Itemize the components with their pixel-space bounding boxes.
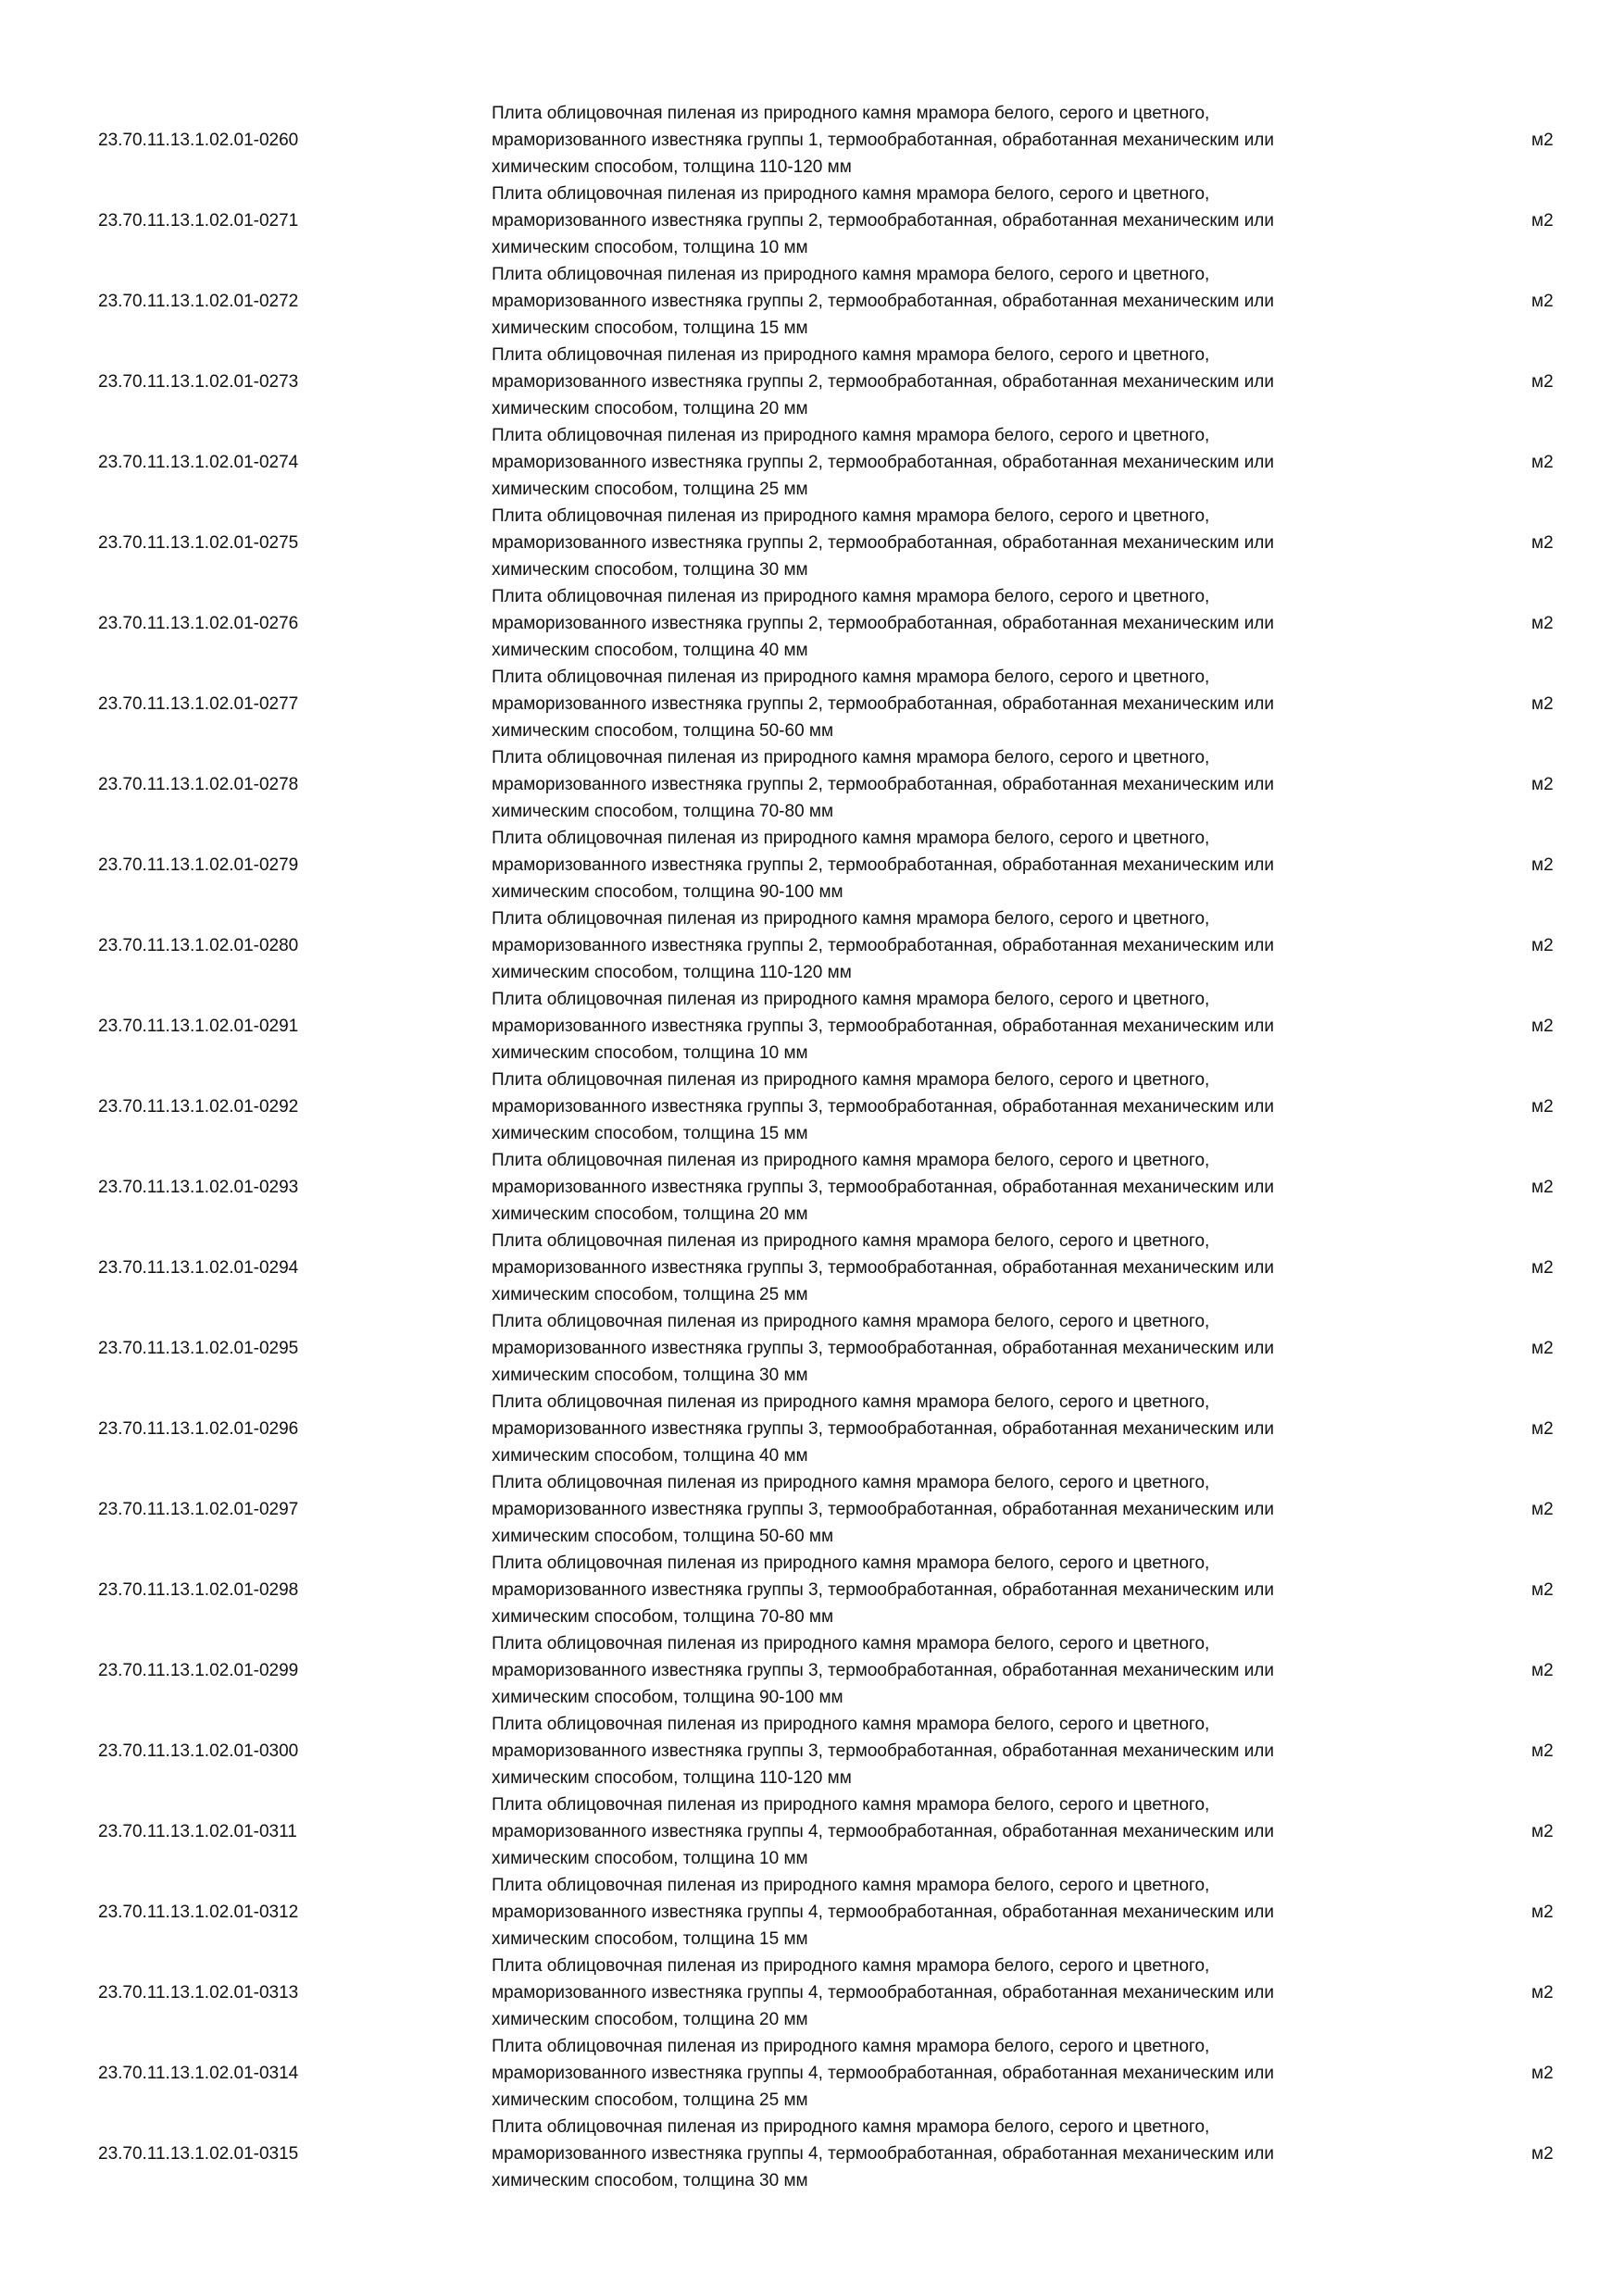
- description-line: химическим способом, толщина 25 мм: [492, 2090, 808, 2110]
- description-line: мраморизованного известняка группы 3, термообработанная, обработанная механическим или: [492, 1097, 1275, 1117]
- resource-description: [492, 100, 1418, 181]
- description-line: химическим способом, толщина 110-120 мм: [492, 963, 852, 982]
- description-line: Плита облицовочная пиленая из природного камня мрамора белого, серого и цветного,: [492, 1392, 1210, 1412]
- description-line: Плита облицовочная пиленая из природного камня мрамора белого, серого и цветного,: [492, 587, 1210, 606]
- table-row: [0, 744, 1624, 825]
- description-line: Плита облицовочная пиленая из природного камня мрамора белого, серого и цветного,: [492, 1876, 1210, 1895]
- table-row: [0, 1953, 1624, 2033]
- description-line: мраморизованного известняка группы 4, термообработанная, обработанная механическим или: [492, 1822, 1275, 1841]
- table-row: [0, 2033, 1624, 2114]
- resource-description: [492, 1791, 1418, 1872]
- resource-description: [492, 2033, 1418, 2114]
- description-line: химическим способом, толщина 30 мм: [492, 2171, 808, 2190]
- description-line: мраморизованного известняка группы 3, термообработанная, обработанная механическим или: [492, 1419, 1275, 1439]
- description-line: мраморизованного известняка группы 3, термообработанная, обработанная механическим или: [492, 1017, 1275, 1036]
- unit-of-measure: м2: [1531, 453, 1554, 472]
- description-line: мраморизованного известняка группы 2, термообработанная, обработанная механическим или: [492, 614, 1275, 633]
- table-row: [0, 1711, 1624, 1791]
- description-line: химическим способом, толщина 50-60 мм: [492, 721, 834, 741]
- table-row: [0, 986, 1624, 1067]
- resource-code: 23.70.11.13.1.02.01-0272: [98, 292, 299, 311]
- resource-code: 23.70.11.13.1.02.01-0293: [98, 1178, 299, 1197]
- resource-description: [492, 1953, 1418, 2033]
- description-line: химическим способом, толщина 70-80 мм: [492, 1607, 834, 1627]
- resource-code: 23.70.11.13.1.02.01-0298: [98, 1580, 299, 1600]
- description-line: химическим способом, толщина 50-60 мм: [492, 1527, 834, 1546]
- description-line: химическим способом, толщина 10 мм: [492, 238, 808, 257]
- unit-of-measure: м2: [1531, 131, 1554, 150]
- description-line: Плита облицовочная пиленая из природного камня мрамора белого, серого и цветного,: [492, 2037, 1210, 2056]
- description-line: Плита облицовочная пиленая из природного камня мрамора белого, серого и цветного,: [492, 104, 1210, 123]
- resource-description: [492, 2114, 1418, 2194]
- table-row: [0, 1389, 1624, 1469]
- unit-of-measure: м2: [1531, 614, 1554, 633]
- description-line: мраморизованного известняка группы 2, термообработанная, обработанная механическим или: [492, 775, 1275, 794]
- table-row: [0, 1791, 1624, 1872]
- description-line: Плита облицовочная пиленая из природного камня мрамора белого, серого и цветного,: [492, 748, 1210, 767]
- unit-of-measure: м2: [1531, 775, 1554, 794]
- resource-code: 23.70.11.13.1.02.01-0260: [98, 131, 299, 150]
- description-line: химическим способом, толщина 40 мм: [492, 641, 808, 660]
- description-line: Плита облицовочная пиленая из природного камня мрамора белого, серого и цветного,: [492, 668, 1210, 687]
- table-row: [0, 583, 1624, 664]
- description-line: химическим способом, толщина 90-100 мм: [492, 882, 843, 902]
- description-line: мраморизованного известняка группы 2, термообработанная, обработанная механическим или: [492, 372, 1275, 392]
- description-line: мраморизованного известняка группы 3, термообработанная, обработанная механическим или: [492, 1339, 1275, 1358]
- unit-of-measure: м2: [1531, 1822, 1554, 1841]
- description-line: Плита облицовочная пиленая из природного камня мрамора белого, серого и цветного,: [492, 426, 1210, 445]
- unit-of-measure: м2: [1531, 1661, 1554, 1680]
- resource-description: [492, 905, 1418, 986]
- description-line: Плита облицовочная пиленая из природного камня мрамора белого, серого и цветного,: [492, 1554, 1210, 1573]
- table-row: [0, 1872, 1624, 1953]
- resource-code: 23.70.11.13.1.02.01-0273: [98, 372, 299, 392]
- resource-code: 23.70.11.13.1.02.01-0297: [98, 1500, 299, 1519]
- resource-description: [492, 1228, 1418, 1308]
- table-row: [0, 2114, 1624, 2194]
- resource-description: [492, 1308, 1418, 1389]
- table-row: [0, 1630, 1624, 1711]
- table-row: [0, 422, 1624, 503]
- resource-code: 23.70.11.13.1.02.01-0300: [98, 1741, 299, 1761]
- table-row: [0, 100, 1624, 181]
- resource-description: [492, 1711, 1418, 1791]
- resource-code: 23.70.11.13.1.02.01-0279: [98, 855, 299, 875]
- description-line: химическим способом, толщина 25 мм: [492, 480, 808, 499]
- description-line: мраморизованного известняка группы 3, термообработанная, обработанная механическим или: [492, 1741, 1275, 1761]
- description-line: Плита облицовочная пиленая из природного камня мрамора белого, серого и цветного,: [492, 506, 1210, 526]
- resource-code: 23.70.11.13.1.02.01-0313: [98, 1983, 299, 2003]
- unit-of-measure: м2: [1531, 1983, 1554, 2003]
- table-row: [0, 664, 1624, 744]
- unit-of-measure: м2: [1531, 1017, 1554, 1036]
- resource-description: [492, 1550, 1418, 1630]
- description-line: химическим способом, толщина 10 мм: [492, 1849, 808, 1868]
- resource-description: [492, 422, 1418, 503]
- description-line: Плита облицовочная пиленая из природного камня мрамора белого, серого и цветного,: [492, 1473, 1210, 1492]
- description-line: мраморизованного известняка группы 2, термообработанная, обработанная механическим или: [492, 453, 1275, 472]
- description-line: химическим способом, толщина 70-80 мм: [492, 802, 834, 821]
- resource-code: 23.70.11.13.1.02.01-0292: [98, 1097, 299, 1117]
- description-line: Плита облицовочная пиленая из природного камня мрамора белого, серого и цветного,: [492, 1312, 1210, 1331]
- resource-code: 23.70.11.13.1.02.01-0311: [98, 1822, 297, 1841]
- resource-description: [492, 1630, 1418, 1711]
- resource-code: 23.70.11.13.1.02.01-0280: [98, 936, 299, 955]
- unit-of-measure: м2: [1531, 1419, 1554, 1439]
- unit-of-measure: м2: [1531, 2144, 1554, 2164]
- resource-code: 23.70.11.13.1.02.01-0271: [98, 211, 299, 231]
- description-line: Плита облицовочная пиленая из природного камня мрамора белого, серого и цветного,: [492, 1151, 1210, 1170]
- description-line: Плита облицовочная пиленая из природного камня мрамора белого, серого и цветного,: [492, 1715, 1210, 1734]
- table-row: [0, 1308, 1624, 1389]
- table-row: [0, 503, 1624, 583]
- description-line: мраморизованного известняка группы 2, термообработанная, обработанная механическим или: [492, 533, 1275, 553]
- description-line: химическим способом, толщина 25 мм: [492, 1285, 808, 1304]
- resource-code: 23.70.11.13.1.02.01-0277: [98, 694, 299, 714]
- table-row: [0, 261, 1624, 342]
- description-line: Плита облицовочная пиленая из природного камня мрамора белого, серого и цветного,: [492, 1070, 1210, 1090]
- description-line: химическим способом, толщина 15 мм: [492, 1124, 808, 1143]
- resource-code: 23.70.11.13.1.02.01-0315: [98, 2144, 299, 2164]
- description-line: химическим способом, толщина 15 мм: [492, 318, 808, 338]
- table-row: [0, 1469, 1624, 1550]
- resource-description: [492, 825, 1418, 905]
- description-line: мраморизованного известняка группы 3, термообработанная, обработанная механическим или: [492, 1258, 1275, 1278]
- resource-code: 23.70.11.13.1.02.01-0296: [98, 1419, 299, 1439]
- description-line: мраморизованного известняка группы 4, термообработанная, обработанная механическим или: [492, 2144, 1275, 2164]
- description-line: Плита облицовочная пиленая из природного камня мрамора белого, серого и цветного,: [492, 829, 1210, 848]
- unit-of-measure: м2: [1531, 1500, 1554, 1519]
- resource-code: 23.70.11.13.1.02.01-0278: [98, 775, 299, 794]
- table-row: [0, 1067, 1624, 1147]
- unit-of-measure: м2: [1531, 1903, 1554, 1922]
- unit-of-measure: м2: [1531, 1339, 1554, 1358]
- description-line: мраморизованного известняка группы 3, термообработанная, обработанная механическим или: [492, 1500, 1275, 1519]
- resource-code: 23.70.11.13.1.02.01-0291: [98, 1017, 299, 1036]
- resource-code: 23.70.11.13.1.02.01-0276: [98, 614, 299, 633]
- unit-of-measure: м2: [1531, 292, 1554, 311]
- description-line: Плита облицовочная пиленая из природного камня мрамора белого, серого и цветного,: [492, 1634, 1210, 1653]
- unit-of-measure: м2: [1531, 211, 1554, 231]
- resource-description: [492, 1067, 1418, 1147]
- resource-description: [492, 583, 1418, 664]
- unit-of-measure: м2: [1531, 533, 1554, 553]
- description-line: мраморизованного известняка группы 3, термообработанная, обработанная механическим или: [492, 1178, 1275, 1197]
- resource-description: [492, 1389, 1418, 1469]
- description-line: мраморизованного известняка группы 1, термообработанная, обработанная механическим или: [492, 131, 1275, 150]
- description-line: мраморизованного известняка группы 2, термообработанная, обработанная механическим или: [492, 292, 1275, 311]
- resource-description: [492, 1147, 1418, 1228]
- description-line: мраморизованного известняка группы 3, термообработанная, обработанная механическим или: [492, 1580, 1275, 1600]
- description-line: мраморизованного известняка группы 2, термообработанная, обработанная механическим или: [492, 936, 1275, 955]
- description-line: химическим способом, толщина 10 мм: [492, 1043, 808, 1063]
- description-line: химическим способом, толщина 30 мм: [492, 560, 808, 580]
- resource-description: [492, 1872, 1418, 1953]
- unit-of-measure: м2: [1531, 1580, 1554, 1600]
- table-row: [0, 342, 1624, 422]
- resource-code: 23.70.11.13.1.02.01-0294: [98, 1258, 299, 1278]
- table-row: [0, 1550, 1624, 1630]
- resource-description: [492, 744, 1418, 825]
- description-line: мраморизованного известняка группы 2, термообработанная, обработанная механическим или: [492, 855, 1275, 875]
- table-row: [0, 1147, 1624, 1228]
- description-line: Плита облицовочная пиленая из природного камня мрамора белого, серого и цветного,: [492, 1956, 1210, 1976]
- description-line: мраморизованного известняка группы 2, термообработанная, обработанная механическим или: [492, 211, 1275, 231]
- resource-description: [492, 503, 1418, 583]
- price-table: [0, 100, 1624, 2194]
- description-line: химическим способом, толщина 20 мм: [492, 2010, 808, 2029]
- description-line: химическим способом, толщина 110-120 мм: [492, 157, 852, 177]
- resource-description: [492, 261, 1418, 342]
- resource-description: [492, 181, 1418, 261]
- description-line: химическим способом, толщина 40 мм: [492, 1446, 808, 1466]
- unit-of-measure: м2: [1531, 936, 1554, 955]
- description-line: мраморизованного известняка группы 3, термообработанная, обработанная механическим или: [492, 1661, 1275, 1680]
- description-line: Плита облицовочная пиленая из природного камня мрамора белого, серого и цветного,: [492, 345, 1210, 365]
- description-line: Плита облицовочная пиленая из природного камня мрамора белого, серого и цветного,: [492, 1795, 1210, 1815]
- description-line: Плита облицовочная пиленая из природного камня мрамора белого, серого и цветного,: [492, 990, 1210, 1009]
- table-row: [0, 1228, 1624, 1308]
- resource-code: 23.70.11.13.1.02.01-0274: [98, 453, 299, 472]
- resource-description: [492, 986, 1418, 1067]
- description-line: мраморизованного известняка группы 4, термообработанная, обработанная механическим или: [492, 1903, 1275, 1922]
- description-line: мраморизованного известняка группы 4, термообработанная, обработанная механическим или: [492, 1983, 1275, 2003]
- description-line: мраморизованного известняка группы 2, термообработанная, обработанная механическим или: [492, 694, 1275, 714]
- resource-code: 23.70.11.13.1.02.01-0299: [98, 1661, 299, 1680]
- description-line: Плита облицовочная пиленая из природного камня мрамора белого, серого и цветного,: [492, 1231, 1210, 1251]
- description-line: химическим способом, толщина 90-100 мм: [492, 1688, 843, 1707]
- description-line: Плита облицовочная пиленая из природного камня мрамора белого, серого и цветного,: [492, 184, 1210, 204]
- resource-code: 23.70.11.13.1.02.01-0312: [98, 1903, 299, 1922]
- unit-of-measure: м2: [1531, 694, 1554, 714]
- description-line: Плита облицовочная пиленая из природного камня мрамора белого, серого и цветного,: [492, 265, 1210, 284]
- description-line: химическим способом, толщина 20 мм: [492, 399, 808, 418]
- table-row: [0, 905, 1624, 986]
- description-line: Плита облицовочная пиленая из природного камня мрамора белого, серого и цветного,: [492, 909, 1210, 929]
- resource-description: [492, 1469, 1418, 1550]
- unit-of-measure: м2: [1531, 1178, 1554, 1197]
- table-row: [0, 825, 1624, 905]
- description-line: химическим способом, толщина 20 мм: [492, 1204, 808, 1224]
- description-line: химическим способом, толщина 30 мм: [492, 1366, 808, 1385]
- description-line: химическим способом, толщина 15 мм: [492, 1929, 808, 1949]
- resource-code: 23.70.11.13.1.02.01-0275: [98, 533, 299, 553]
- unit-of-measure: м2: [1531, 855, 1554, 875]
- description-line: Плита облицовочная пиленая из природного камня мрамора белого, серого и цветного,: [492, 2117, 1210, 2137]
- unit-of-measure: м2: [1531, 372, 1554, 392]
- resource-code: 23.70.11.13.1.02.01-0295: [98, 1339, 299, 1358]
- unit-of-measure: м2: [1531, 2064, 1554, 2083]
- description-line: мраморизованного известняка группы 4, термообработанная, обработанная механическим или: [492, 2064, 1275, 2083]
- unit-of-measure: м2: [1531, 1097, 1554, 1117]
- resource-description: [492, 342, 1418, 422]
- resource-code: 23.70.11.13.1.02.01-0314: [98, 2064, 299, 2083]
- unit-of-measure: м2: [1531, 1258, 1554, 1278]
- table-row: [0, 181, 1624, 261]
- unit-of-measure: м2: [1531, 1741, 1554, 1761]
- description-line: химическим способом, толщина 110-120 мм: [492, 1768, 852, 1788]
- resource-description: [492, 664, 1418, 744]
